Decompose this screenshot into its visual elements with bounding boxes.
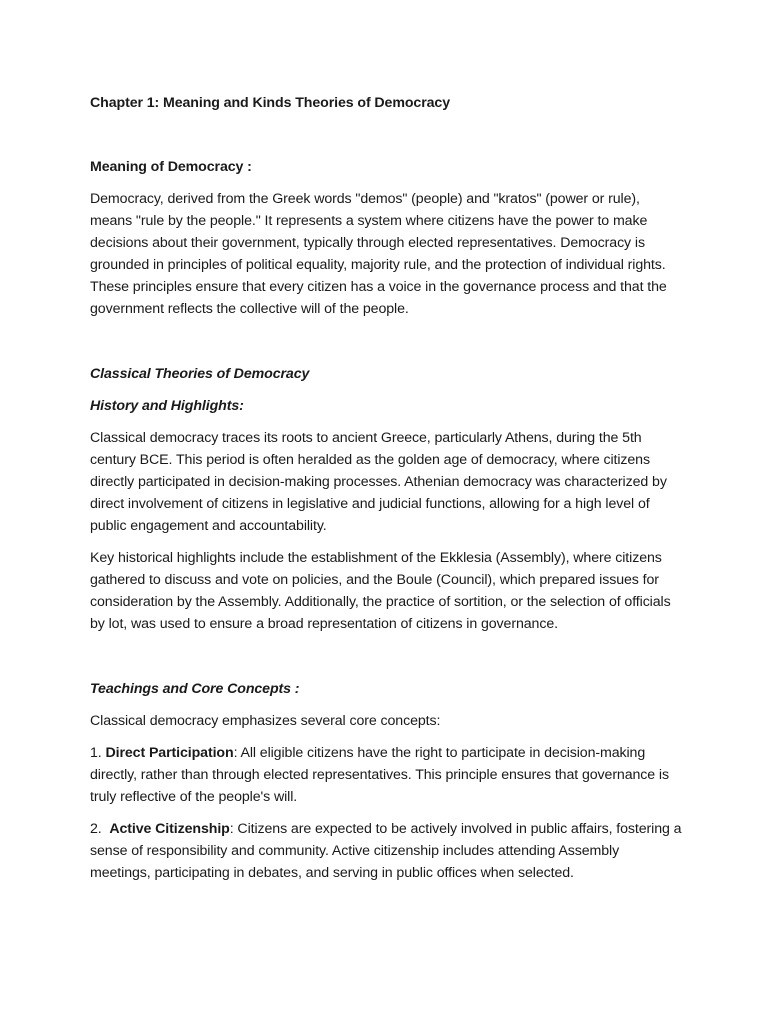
classical-heading: Classical Theories of Democracy bbox=[90, 366, 310, 382]
list-item bbox=[90, 742, 682, 808]
teachings-intro: Classical democracy emphasizes several core concepts: bbox=[90, 713, 441, 729]
meaning-heading: Meaning of Democracy : bbox=[90, 159, 252, 175]
item-term: Active Citizenship bbox=[109, 821, 230, 837]
item-text: : All eligible citizens have the right to participate in decision-making directly, rather than through elected representatives. This principle ensures that governance is truly reflective of the people's will. bbox=[90, 745, 669, 805]
classical-paragraph-1: Classical democracy traces its roots to ancient Greece, particularly Athens, during the 5th century BCE. This period is often heralded as the golden age of democracy, where citizens directly participated in decision-making processes. Athenian democracy was characterized by direct involvement of citizens in legislative and judicial functions, allowing for a high level of public engagement and accountability. bbox=[90, 430, 667, 534]
item-term: Direct Participation bbox=[105, 745, 234, 761]
item-number: 1. bbox=[90, 745, 106, 761]
meaning-paragraph: Democracy, derived from the Greek words "demos" (people) and "kratos" (power or rule), means "rule by the people." It represents a system where citizens have the power to make decisions about their government, typically through elected representatives. Democracy is grounded in principles of political equality, majority rule, and the protection of individual rights. These principles ensure that every citizen has a voice in the governance process and that the government reflects the collective will of the people. bbox=[90, 191, 667, 317]
item-number: 2. bbox=[90, 821, 110, 837]
teachings-heading: Teachings and Core Concepts : bbox=[90, 681, 300, 697]
item-text: : Citizens are expected to be actively involved in public affairs, fostering a sense of responsibility and community. Active citizenship includes attending Assembly meetings, participating in debates, and serving in public offices when selected. bbox=[90, 821, 682, 881]
history-subheading: History and Highlights: bbox=[90, 398, 244, 414]
chapter-title: Chapter 1: Meaning and Kinds Theories of Democracy bbox=[90, 95, 451, 111]
list-item bbox=[90, 818, 682, 884]
classical-paragraph-2: Key historical highlights include the establishment of the Ekklesia (Assembly), where citizens gathered to discuss and vote on policies, and the Boule (Council), which prepared issues for consideration by the Assembly. Additionally, the practice of sortition, or the selection of officials by lot, was used to ensure a broad representation of citizens in governance. bbox=[90, 550, 671, 632]
document-page bbox=[90, 92, 682, 894]
